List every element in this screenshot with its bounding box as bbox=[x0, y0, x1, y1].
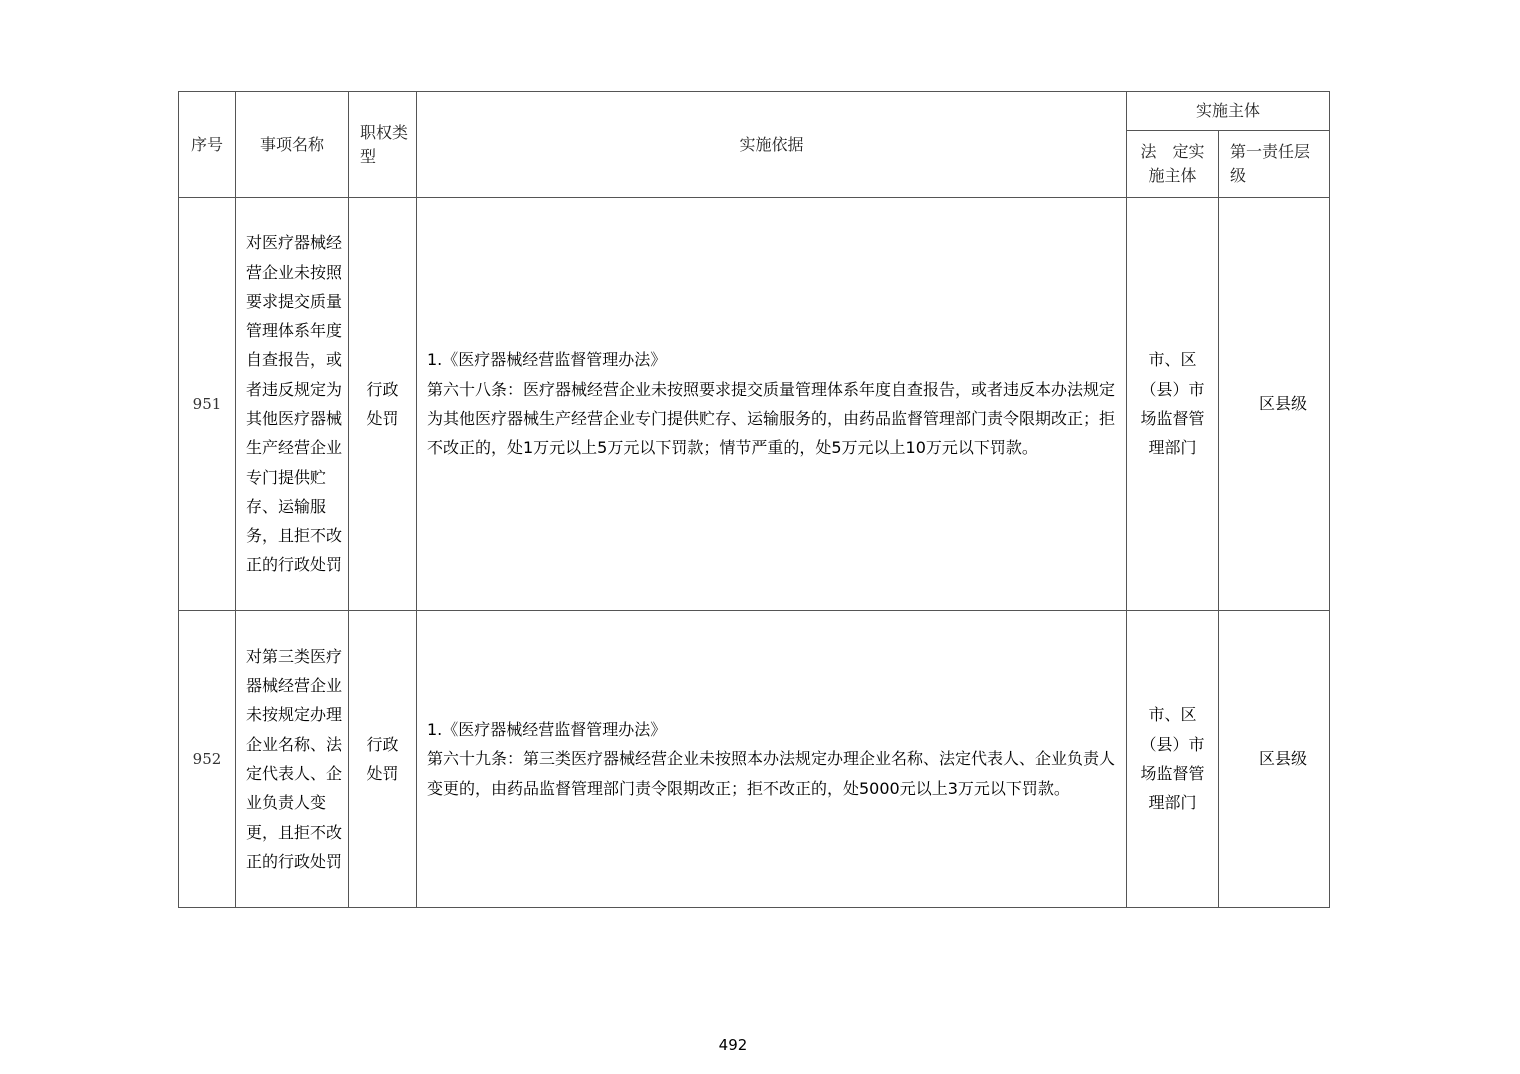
row-first-level: 区县级 bbox=[1219, 611, 1330, 908]
table-row bbox=[179, 611, 1330, 908]
header-first-level: 第一责任层级 bbox=[1219, 131, 1330, 198]
row-item-name: 对第三类医疗器械经营企业未按规定办理企业名称、法定代表人、企业负责人变更，且拒不改正的行政处罚 bbox=[236, 611, 349, 908]
basis-article-text: 第六十八条：医疗器械经营企业未按照要求提交质量管理体系年度自查报告，或者违反本办法规定为其他医疗器械生产经营企业专门提供贮存、运输服务的，由药品监督管理部门责令限期改正；拒不改正的，处1万元以上5万元以下罚款；情节严重的，处5万元以上10万元以下罚款。 bbox=[427, 379, 1116, 458]
row-first-level: 区县级 bbox=[1219, 198, 1330, 611]
header-row-1 bbox=[179, 92, 1330, 131]
row-seq: 951 bbox=[179, 198, 236, 611]
row-authority-type: 行政处罚 bbox=[349, 611, 417, 908]
header-name: 事项名称 bbox=[236, 92, 349, 198]
authority-table bbox=[178, 91, 1330, 908]
header-seq: 序号 bbox=[179, 92, 236, 198]
row-item-name: 对医疗器械经营企业未按照要求提交质量管理体系年度自查报告，或者违反规定为其他医疗器械生产经营企业专门提供贮存、运输服务，且拒不改正的行政处罚 bbox=[236, 198, 349, 611]
header-basis: 实施依据 bbox=[417, 92, 1127, 198]
basis-law-title: 1.《医疗器械经营监督管理办法》 bbox=[427, 720, 667, 740]
row-basis bbox=[417, 611, 1127, 908]
basis-law-title: 1.《医疗器械经营监督管理办法》 bbox=[427, 350, 667, 370]
header-type: 职权类型 bbox=[349, 92, 417, 198]
row-seq: 952 bbox=[179, 611, 236, 908]
page-number: 492 bbox=[718, 1036, 748, 1054]
header-legal-subject: 法 定实施主体 bbox=[1127, 131, 1219, 198]
row-legal-subject: 市、区（县）市场监督管理部门 bbox=[1127, 198, 1219, 611]
header-subject: 实施主体 bbox=[1127, 92, 1330, 131]
basis-article-text: 第六十九条：第三类医疗器械经营企业未按照本办法规定办理企业名称、法定代表人、企业负责人变更的，由药品监督管理部门责令限期改正；拒不改正的，处5000元以上3万元以下罚款。 bbox=[427, 749, 1116, 798]
row-basis bbox=[417, 198, 1127, 611]
row-legal-subject: 市、区（县）市场监督管理部门 bbox=[1127, 611, 1219, 908]
row-authority-type: 行政处罚 bbox=[349, 198, 417, 611]
table-row bbox=[179, 198, 1330, 611]
